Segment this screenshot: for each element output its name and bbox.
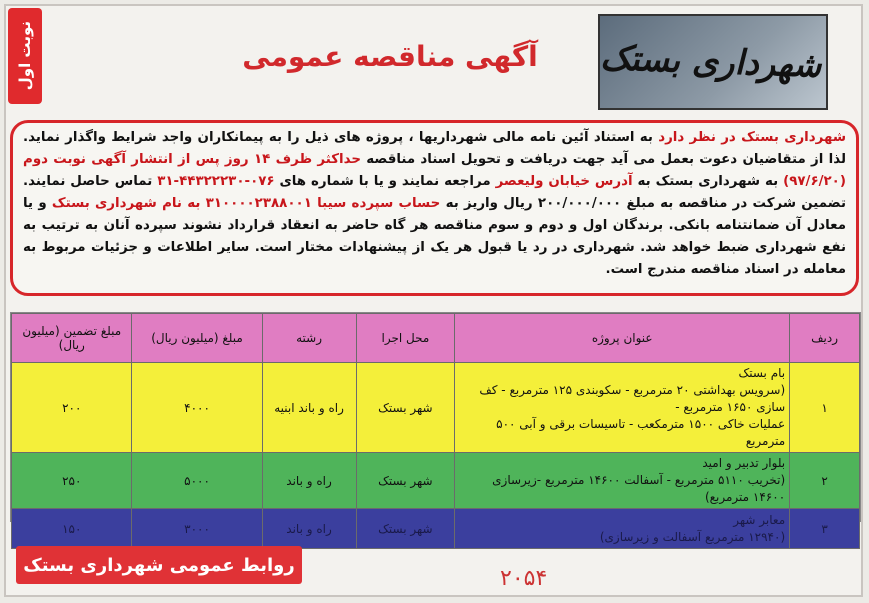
project-title: [455, 453, 790, 509]
logo-text: شهرداری بستک: [597, 38, 829, 86]
project-location: شهر بستک: [356, 509, 455, 549]
header-amount: مبلغ (میلیون ریال): [132, 314, 262, 363]
table-row: [12, 509, 860, 549]
page-number: ۲۰۵۴: [500, 566, 548, 591]
badge-text: نوبت اول: [16, 21, 34, 91]
project-field: راه و باند ابنیه: [262, 363, 356, 453]
project-amount: ۳۰۰۰: [132, 509, 262, 549]
first-round-badge: [8, 8, 42, 104]
notice-part-3: به شهرداری بستک به: [632, 174, 784, 189]
project-title: [455, 509, 790, 549]
project-location: شهر بستک: [356, 363, 455, 453]
project-title: [455, 363, 790, 453]
project-amount: ۴۰۰۰: [132, 363, 262, 453]
notice-address: آدرس خیابان ولیعصر: [495, 174, 633, 189]
notice-part-7: تماس حاصل نمایند. تضمین شرکت در مناقصه به مبلغ ۲۰۰/۰۰۰/۰۰۰ ریال واریز به: [23, 174, 846, 211]
project-field: راه و باند: [262, 509, 356, 549]
header-field: رشته: [262, 314, 356, 363]
row-num: ۲: [790, 453, 860, 509]
project-detail: (تخریب ۵۱۱۰ مترمربع - آسفالت ۱۴۶۰۰ مترمربع -زیرسازی ۱۴۶۰۰ مترمربع): [492, 473, 786, 504]
project-guarantee: ۲۵۰: [12, 453, 132, 509]
project-location: شهر بستک: [356, 453, 455, 509]
table-row: [12, 453, 860, 509]
row-num: ۳: [790, 509, 860, 549]
notice-intro: شهرداری بستک در نظر دارد: [658, 130, 846, 145]
notice-part-5: مراجعه نمایند و یا با شماره های: [274, 174, 496, 189]
project-detail: (۱۲۹۴۰ مترمربع آسفالت و زیرسازی): [599, 529, 786, 544]
notice-deadline: حداکثر ظرف ۱۴ روز پس از انتشار آگهی نوبت دوم (۹۷/۶/۲۰): [23, 152, 846, 189]
project-guarantee: ۱۵۰: [12, 509, 132, 549]
public-relations-banner: [16, 546, 302, 584]
project-amount: ۵۰۰۰: [132, 453, 262, 509]
project-field: راه و باند: [262, 453, 356, 509]
notice-phone: ۰۷۶-۴۴۳۲۲۲۳۰-۳۱: [157, 174, 275, 189]
notice-account: حساب سپرده سیبا ۳۱۰۰۰۰۲۳۸۸۰۰۱ به نام شهرداری بستک: [51, 196, 441, 211]
project-detail: (سرویس بهداشتی ۲۰ مترمربع - سکوبندی ۱۲۵ مترمربع - کف سازی ۱۶۵۰ مترمربع -: [479, 383, 786, 414]
notice-part-1: به استناد آئین نامه مالی شهرداریها ، پروژه های ذیل را به پیمانکاران واجد شرایط واگذار نماید. لذا از متقاضیان دعوت بعمل می آید جهت دریافت و تحویل اسناد مناقصه: [23, 130, 846, 167]
project-name: معابر شهر: [733, 512, 786, 527]
projects-table: [10, 312, 861, 544]
project-name: بلوار تدبیر و امید: [702, 456, 786, 470]
page-title: آگهی مناقصه عمومی: [242, 40, 538, 73]
notice-part-9: و یا معادل آن ضمانتنامه بانکی. برندگان اول و دوم و سوم مناقصه هر گاه حاضر به انعقاد قرارداد نشوند سپرده آنان به ترتیب به نفع شهرداری ضبط خواهد شد. شهرداری در رد یا قبول هر یک از پیشنهادات مختار است. سایر اطلاعات و جزئیات مربوط به معامله در اسناد مناقصه مندرج است.: [23, 196, 846, 277]
header-guarantee: مبلغ تضمین (میلیون ریال): [12, 314, 132, 363]
project-guarantee: ۲۰۰: [12, 363, 132, 453]
header-location: محل اجرا: [356, 314, 455, 363]
table-header-row: [12, 314, 860, 363]
project-name: بام بستک: [738, 366, 786, 380]
header-title: عنوان پروژه: [455, 314, 790, 363]
row-num: ۱: [790, 363, 860, 453]
footer-label: روابط عمومی شهرداری بستک: [23, 554, 295, 576]
notice-text-box: [10, 120, 859, 296]
header-row-num: ردیف: [790, 314, 860, 363]
municipality-logo: [598, 14, 828, 110]
project-detail-2: عملیات خاکی ۱۵۰۰ مترمکعب - تاسیسات برقی و آبی ۵۰۰ مترمربع: [496, 417, 786, 448]
table-row: [12, 363, 860, 453]
